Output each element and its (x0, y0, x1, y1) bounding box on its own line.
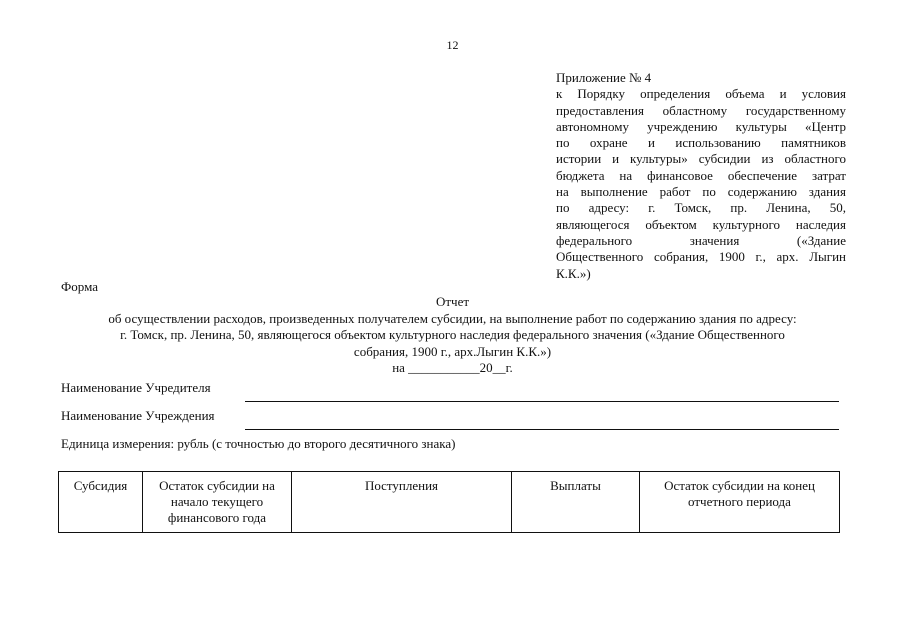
report-table (58, 471, 840, 533)
institution-underline[interactable] (245, 408, 839, 430)
institution-label: Наименование Учреждения (61, 408, 215, 423)
table-header-row (59, 472, 840, 533)
appendix-line: Приложение № 4 (556, 70, 652, 85)
report-title-line: собрания, 1900 г., арх.Лыгин К.К.») (353, 343, 552, 359)
founder-label: Наименование Учредителя (61, 380, 211, 395)
unit-text: Единица измерения: рубль (с точностью до второго десятичного знака) (61, 436, 456, 451)
founder-underline[interactable] (245, 380, 839, 402)
appendix-line: к Порядку определения объема и условия (556, 86, 846, 102)
report-title (60, 294, 845, 377)
appendix-line: являющегося объектом культурного наследия (556, 216, 846, 232)
appendix-block (556, 70, 846, 282)
report-title-line: об осуществлении расходов, произведенных получателем субсидии, на выполнение работ по содержанию здания по адресу: (108, 310, 797, 326)
header-end-balance: Остаток субсидии на конец отчетного периода (640, 472, 840, 533)
appendix-line: бюджета на финансовое обеспечение затрат (556, 167, 846, 183)
header-subsidy: Субсидия (59, 472, 143, 533)
appendix-line: Общественного собрания, 1900 г., арх. Лыгин (556, 249, 846, 265)
header-start-balance: Остаток субсидии на начало текущего финансового года (143, 472, 292, 533)
appendix-line: по адресу: г. Томск, пр. Ленина, 50, (556, 200, 846, 216)
report-title-line: г. Томск, пр. Ленина, 50, являющегося объектом культурного наследия федерального значения («Здание Общественного (120, 327, 785, 342)
report-title-heading: Отчет (435, 294, 470, 309)
appendix-line: федерального значения («Здание (556, 232, 846, 248)
header-payments: Выплаты (512, 472, 640, 533)
appendix-line: автономному учреждению культуры «Центр (556, 118, 846, 134)
appendix-line: по охране и использованию памятников (556, 135, 846, 151)
appendix-line: на выполнение работ по содержанию здания (556, 184, 846, 200)
form-label: Форма (61, 279, 98, 294)
appendix-line: истории и культуры» субсидии из областного (556, 151, 846, 167)
appendix-line: предоставления областному государственному (556, 102, 846, 118)
appendix-line: К.К.») (556, 265, 591, 281)
page-number: 12 (446, 38, 459, 52)
header-receipts: Поступления (292, 472, 512, 533)
report-period-line: на ___________20__г. (392, 360, 513, 375)
